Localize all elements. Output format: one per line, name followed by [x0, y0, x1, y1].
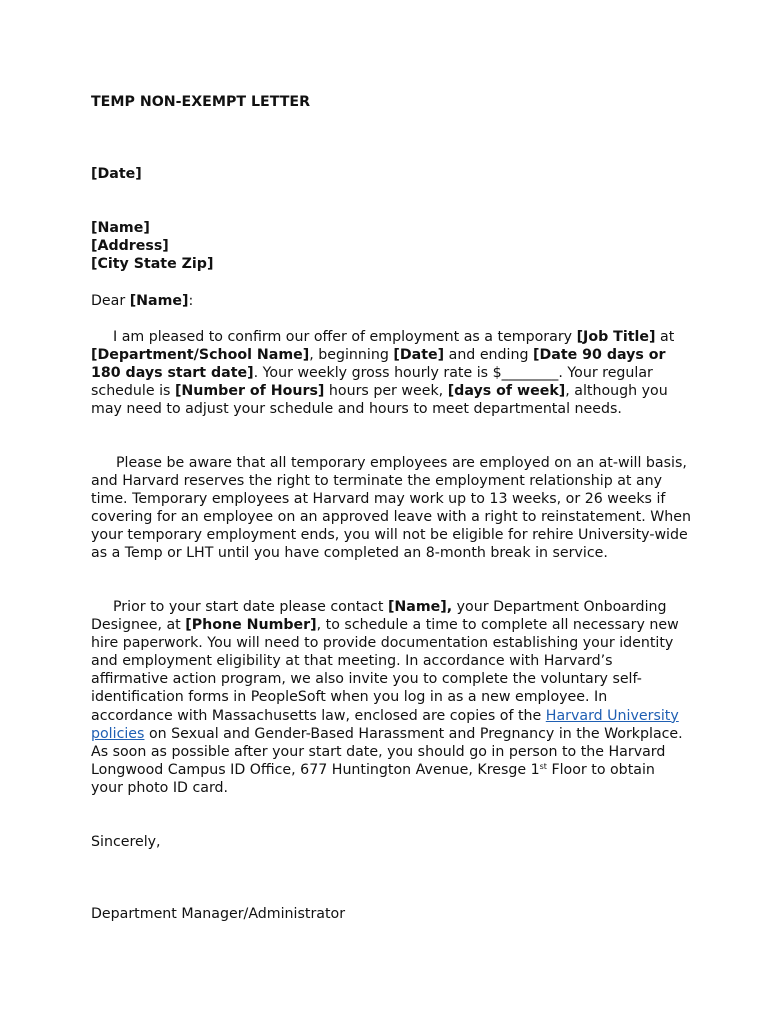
recipient-address: [Address]: [91, 238, 169, 255]
hours-placeholder: [Number of Hours]: [174, 383, 325, 400]
ordinal-superscript: st: [539, 761, 547, 771]
contact-name-placeholder: [Name],: [387, 599, 453, 615]
closing: Sincerely,: [91, 834, 161, 850]
start-date-placeholder: [Date]: [393, 347, 445, 364]
salutation-name: [Name]: [129, 293, 189, 309]
salutation-prefix: Dear: [91, 293, 130, 309]
department-placeholder: [Department/School Name]: [91, 347, 310, 364]
recipient-city-state-zip: [City State Zip]: [91, 256, 214, 273]
recipient-block: [91, 219, 691, 273]
days-placeholder: [days of week]: [447, 383, 566, 400]
phone-placeholder: [Phone Number]: [185, 617, 317, 634]
end-date-placeholder: [Date 90 days or 180 days start date]: [91, 347, 666, 382]
date-placeholder: [Date]: [91, 166, 142, 182]
paragraph-at-will: Please be aware that all temporary employees are employed on an at-will basis, and Harvard reserves the right to terminate the employment relationship at any time. Temporary employees at Harvard may work up to 13 weeks, or 26 weeks if covering for an employee on an approved leave with a right to reinstatement. When your temporary employment ends, you will not be eligible for rehire University-wide as a Temp or LHT until you have completed an 8-month break in service.: [91, 455, 691, 562]
harvard-policies-link[interactable]: Harvard University policies: [91, 707, 679, 742]
salutation: [91, 292, 691, 310]
paragraph-onboarding: Prior to your start date please contact [Name], your Department Onboarding Designee, at [Phone Number], to schedule a time to complete all necessary new hire paperwork. You will need to provide documentation establishing your identity and employment eligibility at that meeting. In accordance with Harvard’s affirmative action program, we also invite you to complete the voluntary self-identification forms in PeopleSoft when you log in as a new employee. In accordance with Massachusetts law, enclosed are copies of the Harvard University policies on Sexual and Gender-Based Harassment and Pregnancy in the Workplace. As soon as possible after your start date, you should go in person to the Harvard Longwood Campus ID Office, 677 Huntington Avenue, Kresge 1st Floor to obtain your photo ID card.: [91, 599, 683, 796]
recipient-name: [Name]: [91, 220, 150, 236]
letter-heading: TEMP NON-EXEMPT LETTER: [91, 94, 311, 110]
paragraph-offer: I am pleased to confirm our offer of employment as a temporary [Job Title] at [Department/School Name], beginning [Date] and ending [Date 90 days or 180 days start date]. Your weekly gross hourly rate is $________. Your regular schedule is [Number of Hours] hours per week, [days of week], although you may need to adjust your schedule and hours to meet departmental needs.: [91, 329, 675, 418]
job-title-placeholder: [Job Title]: [576, 329, 656, 345]
signature-title: Department Manager/Administrator: [91, 906, 346, 922]
salutation-suffix: :: [188, 293, 194, 309]
